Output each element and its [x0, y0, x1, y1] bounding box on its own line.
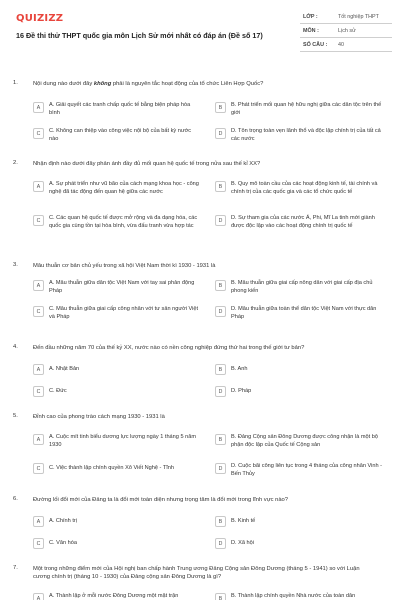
question-number: 4.	[13, 344, 18, 350]
option-b[interactable]	[215, 280, 385, 295]
option-c[interactable]	[33, 128, 199, 143]
option-letter-badge: B	[215, 280, 226, 291]
option-d[interactable]	[215, 215, 385, 230]
question-number: 5.	[13, 413, 18, 419]
option-b[interactable]	[215, 516, 385, 527]
option-letter-badge: B	[215, 434, 226, 445]
option-letter-badge: C	[33, 215, 44, 226]
question-text: Một trong những điểm mới của Hội nghị ban chấp hành Trung ương Đảng Cộng sản Đông Dương (tháng 5 - 1941) so với Luận cương chính trị (tháng 10 - 1930) của Đảng cộng sản Đông Dương là gì?	[33, 566, 360, 580]
option-text: A. Nhật Bản	[49, 366, 80, 372]
option-d[interactable]	[215, 463, 385, 478]
option-c[interactable]	[33, 538, 199, 549]
meta-key: SỐ CÂU :	[303, 42, 328, 48]
option-b[interactable]	[215, 593, 385, 600]
option-letter-badge: D	[215, 128, 226, 139]
option-text: B. Anh	[231, 366, 248, 372]
option-d[interactable]	[215, 306, 385, 321]
option-b[interactable]	[215, 181, 385, 196]
option-letter-badge: A	[33, 181, 44, 192]
question-text: Đến đầu những năm 70 của thế kỷ XX, nước nào có nền công nghiệp đứng thứ hai trong thế giới tư bản?	[33, 345, 305, 351]
question-text	[33, 80, 373, 88]
option-text: D. Mâu thuẫn giữa toàn thể dân tộc Việt Nam với thực dân Pháp	[231, 306, 377, 320]
option-text: A. Thành lập ở mỗi nước Đông Dương một mặt trận	[49, 593, 179, 599]
question-number: 1.	[13, 80, 18, 86]
question-text-emphasis: không	[93, 81, 112, 87]
option-text: D. Pháp	[231, 388, 252, 394]
option-letter-badge: A	[33, 280, 44, 291]
option-c[interactable]	[33, 463, 199, 474]
option-d[interactable]	[215, 386, 385, 397]
option-text: A. Cuộc mít tinh biểu dương lực lượng ngày 1 tháng 5 năm 1930	[49, 434, 196, 448]
option-letter-badge: A	[33, 593, 44, 600]
question-number: 6.	[13, 496, 18, 502]
option-text: B. Quy mô toàn cầu của các hoạt động kinh tế, tài chính và chính trị của các quốc gia và các tổ chức quốc tế	[231, 181, 378, 195]
option-letter-badge: B	[215, 181, 226, 192]
meta-table	[300, 10, 392, 52]
option-a[interactable]	[33, 280, 199, 295]
option-a[interactable]	[33, 364, 199, 375]
option-text: A. Sự phát triển như vũ bão của cách mạng khoa học - công nghệ đã tác động đến quan hệ giữa các nước	[49, 181, 199, 195]
option-c[interactable]	[33, 215, 199, 230]
meta-value: Lịch sử	[338, 28, 356, 34]
question-text: Mâu thuẫn cơ bản chủ yếu trong xã hội Việt Nam thời kì 1930 - 1931 là	[33, 263, 216, 269]
option-b[interactable]	[215, 434, 385, 449]
option-letter-badge: C	[33, 386, 44, 397]
option-letter-badge: D	[215, 538, 226, 549]
option-text: C. Việc thành lập chính quyền Xô Viết Nghệ - Tĩnh	[49, 465, 175, 471]
option-letter-badge: A	[33, 434, 44, 445]
option-letter-badge: B	[215, 516, 226, 527]
option-text: A. Giải quyết các tranh chấp quốc tế bằng biện pháp hòa bình	[49, 102, 191, 116]
option-text: D. Xã hội	[231, 540, 255, 546]
option-a[interactable]	[33, 181, 199, 196]
document-title: 16 Đề thi thử THPT quốc gia môn Lịch Sử mới nhất có đáp án (Đề số 17)	[16, 31, 263, 40]
option-letter-badge: A	[33, 364, 44, 375]
meta-key: MÔN :	[303, 28, 319, 34]
option-b[interactable]	[215, 102, 385, 117]
option-letter-badge: D	[215, 306, 226, 317]
option-letter-badge: D	[215, 215, 226, 226]
option-text: A. Mâu thuẫn giữa dân tộc Việt Nam với tay sai phản động Pháp	[49, 280, 195, 294]
option-letter-badge: C	[33, 463, 44, 474]
meta-row-class	[300, 10, 392, 24]
question-text: Nhận định nào dưới đây phản ánh đầy đủ mối quan hệ quốc tế trong nửa sau thế kỉ XX?	[33, 161, 261, 167]
option-letter-badge: C	[33, 306, 44, 317]
option-d[interactable]	[215, 538, 385, 549]
option-text: B. Đảng Cộng sản Đông Dương được công nhận là một bộ phận độc lập của Quốc tế Cộng sản	[231, 434, 378, 448]
question-number: 3.	[13, 262, 18, 268]
document-header	[0, 0, 400, 62]
option-b[interactable]	[215, 364, 385, 375]
quizizz-logo: QUIZIZZ	[16, 13, 64, 24]
option-text: D. Tôn trọng toàn vẹn lãnh thổ và độc lập chính trị của tất cả các nước	[231, 128, 381, 142]
option-letter-badge: B	[215, 102, 226, 113]
meta-row-subject	[300, 24, 392, 38]
meta-value: Tốt nghiệp THPT	[338, 14, 379, 20]
question-number: 7.	[13, 565, 18, 571]
option-letter-badge: C	[33, 538, 44, 549]
option-a[interactable]	[33, 593, 199, 600]
question-number: 2.	[13, 160, 18, 166]
option-letter-badge: B	[215, 593, 226, 600]
option-a[interactable]	[33, 516, 199, 527]
option-c[interactable]	[33, 386, 199, 397]
meta-row-count	[300, 38, 392, 52]
option-letter-badge: D	[215, 386, 226, 397]
question-text: Đỉnh cao của phong trào cách mạng 1930 - 1931 là	[33, 414, 165, 420]
option-letter-badge: A	[33, 102, 44, 113]
question-text-part: phải là nguyên tắc hoạt động của tổ chức Liên Hợp Quốc?	[111, 81, 264, 87]
option-text: C. Đức	[49, 388, 67, 394]
meta-value: 40	[338, 42, 344, 48]
option-text: D. Sự tham gia của các nước Á, Phi, Mĩ La tinh mới giành được độc lập vào các hoạt động chính trị quốc tế	[231, 215, 375, 229]
option-letter-badge: B	[215, 364, 226, 375]
option-text: C. Mâu thuẫn giữa giai cấp công nhân với tư sản người Việt và Pháp	[49, 306, 199, 320]
option-text: B. Kinh tế	[231, 518, 256, 524]
option-text: B. Phát triển mối quan hệ hữu nghị giữa các dân tộc trên thế giới	[231, 102, 382, 116]
option-letter-badge: D	[215, 463, 226, 474]
option-letter-badge: C	[33, 128, 44, 139]
option-text: C. Các quan hệ quốc tế được mở rộng và đa dạng hóa, các quốc gia cùng tồn tại hòa bình, vừa đấu tranh vừa hợp tác	[49, 215, 198, 229]
option-text: A. Chính trị	[49, 518, 77, 524]
option-text: B. Mâu thuẫn giữa giai cấp nông dân với giai cấp địa chủ phong kiến	[231, 280, 373, 294]
option-c[interactable]	[33, 306, 199, 321]
question-text: Đường lối đổi mới của Đảng ta là đổi mới toàn diện nhưng trọng tâm là đổi mới trong lĩnh vực nào?	[33, 497, 288, 503]
option-d[interactable]	[215, 128, 385, 143]
option-a[interactable]	[33, 102, 199, 117]
option-a[interactable]	[33, 434, 199, 449]
meta-key: LỚP :	[303, 14, 318, 20]
question-text-part: Nội dung nào dưới đây	[33, 81, 94, 87]
option-text: C. Văn hóa	[49, 540, 77, 546]
option-text: B. Thành lập chính quyền Nhà nước của toàn dân	[231, 593, 356, 599]
option-text: C. Không can thiệp vào công việc nội bộ của bất kỳ nước nào	[49, 128, 192, 142]
option-text: D. Cuộc bãi công liên tục trong 4 tháng của công nhân Vinh - Bến Thủy	[231, 463, 383, 477]
option-letter-badge: A	[33, 516, 44, 527]
